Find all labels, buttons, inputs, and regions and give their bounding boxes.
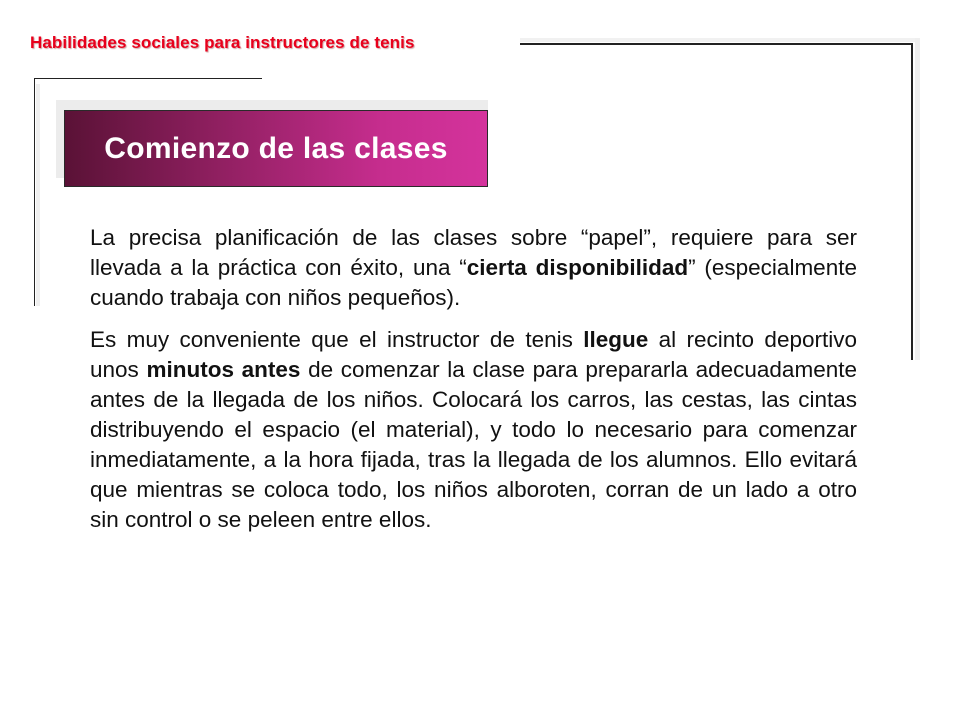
paragraph-2-bold-2: minutos antes [146,357,301,382]
frame-left-shadow [36,84,40,306]
frame-left-line [34,78,35,306]
header-title: Habilidades sociales para instructores de tenis [30,33,415,52]
paragraph-1 [90,223,857,313]
frame-right-shadow [915,38,920,360]
frame-top-shadow [520,38,920,42]
paragraph-2-text-3: de comenzar la clase para prepararla adecuadamente antes de la llegada de los niños. Colocará los carros, las cestas, las cintas distribuyendo el espacio (el material), y todo lo necesario para comenzar inmediatamente, a la hora fijada, tras la llegada de los alumnos. Ello evitará que mientras se coloca todo, los niños alboroten, corran de un lado a otro sin control o se peleen entre ellos. [90,357,857,532]
paragraph-2-text-1: Es muy conveniente que el instructor de tenis [90,327,584,352]
frame-right-line [911,43,913,360]
paragraph-2-text-2: al recinto deportivo unos [90,327,857,382]
paragraph-1-text-2: ” (especialmente cuando trabaja con niños pequeños). [90,255,857,310]
paragraph-1-bold-1: cierta disponibilidad [466,255,689,280]
paragraph-2-bold-1: llegue [583,327,649,352]
frame-top-line [520,43,913,45]
paragraph-1-text-1: La precisa planificación de las clases sobre “papel”, requiere para ser llevada a la práctica con éxito, una “ [90,225,857,280]
body-text [90,223,857,547]
frame-left-top-line [34,78,262,79]
slide-title: Comienzo de las clases [104,131,448,165]
paragraph-2 [90,325,857,535]
slide-title-box [64,110,488,187]
